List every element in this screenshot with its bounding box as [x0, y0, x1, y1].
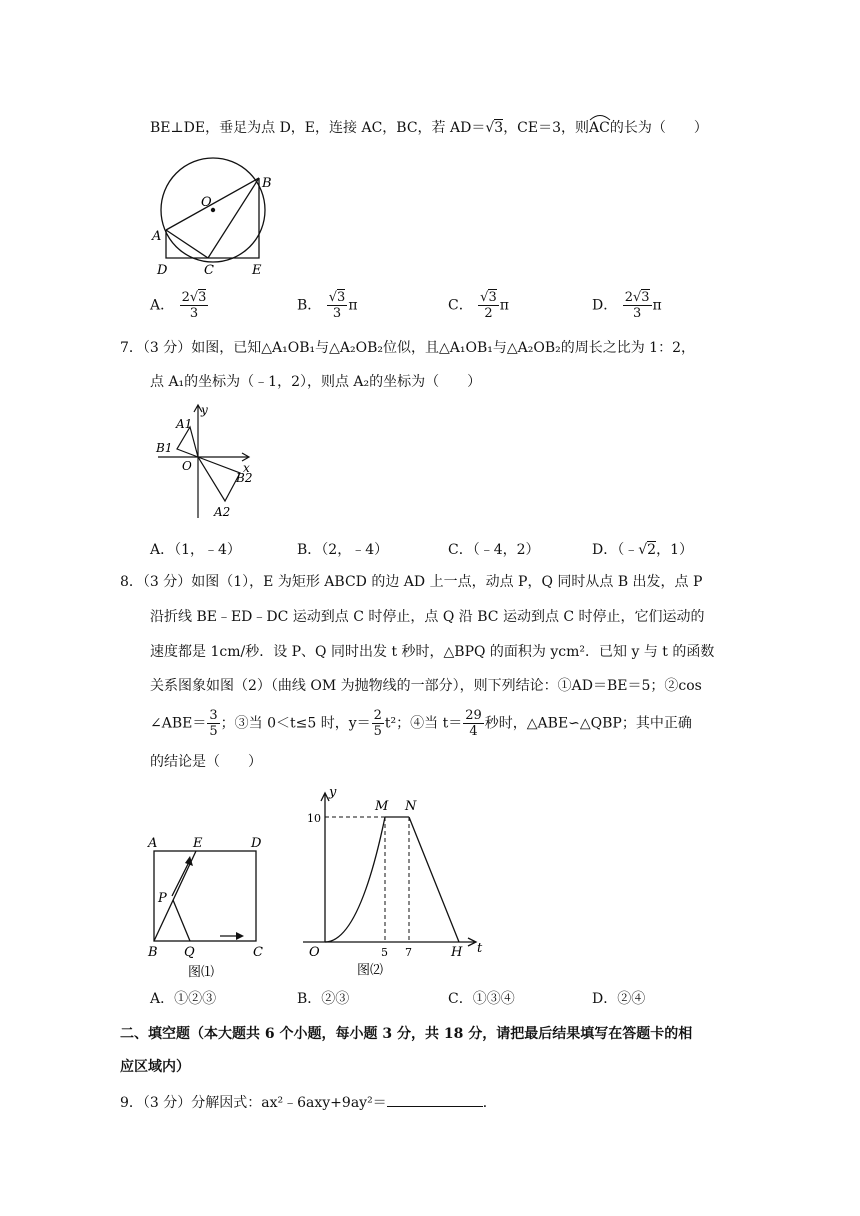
- section-2-heading-line2: 应区域内）: [120, 1059, 190, 1075]
- q8-option-c[interactable]: C．①③④: [448, 991, 515, 1007]
- q7-similar-triangles-figure: [148, 400, 258, 525]
- label-C: C: [204, 263, 214, 278]
- label-t: t: [477, 941, 483, 956]
- q6-stem-part3: 的长为（ ）: [609, 120, 708, 136]
- q6-stem-part2: ，CE＝3，则: [503, 120, 590, 136]
- q6-stem-radicand: 3: [494, 120, 504, 136]
- sqrt-symbol: √: [485, 120, 495, 136]
- arc-mark: [589, 113, 611, 121]
- fraction: $\frac{2√3}{3}$: [181, 290, 207, 321]
- section-2-heading-line1: 二、填空题（本大题共 6 个小题，每小题 3 分，共 18 分，请把最后结果填写在答题卡的相: [120, 1026, 693, 1042]
- fraction: $\frac{2√3}{3}$: [624, 290, 650, 321]
- figure-1-caption: 图⑴: [188, 965, 215, 980]
- q6-option-a[interactable]: A． $\frac{2√3}{3}$: [150, 290, 207, 321]
- q6-option-d[interactable]: D． $\frac{2√3}{3}$ π: [592, 290, 662, 321]
- q8-line6: 的结论是（ ）: [150, 754, 262, 770]
- label-B: B: [148, 945, 158, 960]
- fraction: $\frac{√3}{2}$: [480, 290, 497, 321]
- q7-option-c[interactable]: C．（﹣4，2）: [448, 542, 540, 558]
- tick-7: 7: [405, 946, 412, 959]
- q6-stem-part1: BE⊥DE，垂足为点 D，E，连接 AC，BC，若 AD＝: [150, 120, 486, 136]
- q8-line5: ∠ABE＝ $\frac{3}{5}$ ；③当 0＜t≤5 时，y＝ $\frac{2}{5}$ t²；④当 t＝ $\frac{29}{4}$ 秒时，△ABE∽△QBP；其中正确: [150, 708, 692, 739]
- tick-10: 10: [307, 812, 321, 825]
- label-A: A: [148, 836, 158, 851]
- q7-option-b[interactable]: B．（2，﹣4）: [297, 542, 389, 558]
- q8-option-d[interactable]: D．②④: [592, 991, 646, 1007]
- label-D: D: [157, 263, 168, 278]
- label-O: O: [201, 195, 212, 210]
- q8-line4: 关系图象如图（2）（曲线 OM 为抛物线的一部分），则下列结论：①AD＝BE＝5；②cos: [150, 678, 702, 694]
- q8-option-b[interactable]: B．②③: [297, 991, 350, 1007]
- label-B1: B1: [156, 441, 173, 455]
- q7-line1: 7．（3 分）如图，已知△A₁OB₁与△A₂OB₂位似，且△A₁OB₁与△A₂OB₂的周长之比为 1：2，: [120, 340, 695, 356]
- label-A1: A1: [176, 417, 193, 431]
- label-O: O: [182, 459, 192, 473]
- label-E: E: [252, 263, 262, 278]
- label-B2: B2: [236, 471, 253, 485]
- label-A2: A2: [214, 505, 231, 519]
- q6-circle-figure: [148, 150, 278, 280]
- q7-option-a[interactable]: A．（1，﹣4）: [150, 542, 241, 558]
- label-x: x: [243, 461, 250, 475]
- tick-5: 5: [381, 946, 388, 959]
- label-O: O: [309, 945, 320, 960]
- q8-option-a[interactable]: A．①②③: [150, 991, 217, 1007]
- q9-line: 9．（3 分）分解因式：ax²﹣6axy+9ay²＝ ．: [120, 1092, 497, 1113]
- q6-option-b[interactable]: B． $\frac{√3}{3}$ π: [297, 290, 358, 321]
- label-y: y: [329, 785, 337, 800]
- label-E: E: [193, 836, 203, 851]
- q6-option-c[interactable]: C． $\frac{√3}{2}$ π: [448, 290, 509, 321]
- label-B: B: [262, 176, 272, 191]
- label-P: P: [158, 891, 167, 906]
- label-Q: Q: [184, 945, 195, 960]
- label-D: D: [251, 836, 262, 851]
- label-C: C: [253, 945, 263, 960]
- label-A: A: [152, 229, 162, 244]
- q6-stem: [150, 118, 708, 138]
- q8-rectangle-figure: [140, 830, 275, 980]
- arc-ac-label: AC: [589, 118, 610, 138]
- fraction: $\frac{√3}{3}$: [328, 290, 346, 321]
- figure-2-caption: 图⑵: [357, 963, 384, 978]
- q8-line3: 速度都是 1cm/秒．设 P、Q 同时出发 t 秒时，△BPQ 的面积为 ycm²．已知 y 与 t 的函数: [150, 644, 715, 660]
- q8-line1: 8．（3 分）如图（1），E 为矩形 ABCD 的边 AD 上一点，动点 P，Q 同时从点 B 出发，点 P: [120, 574, 703, 590]
- label-y: y: [201, 403, 208, 417]
- q7-line2: 点 A₁的坐标为（﹣1，2），则点 A₂的坐标为（ ）: [150, 374, 482, 390]
- q8-graph-figure: [295, 784, 495, 980]
- q8-line2: 沿折线 BE﹣ED﹣DC 运动到点 C 时停止，点 Q 沿 BC 运动到点 C 时停止，它们运动的: [150, 609, 705, 625]
- label-H: H: [451, 945, 463, 960]
- label-N: N: [405, 799, 417, 814]
- label-M: M: [375, 799, 389, 814]
- answer-blank[interactable]: [387, 1092, 483, 1107]
- q7-option-d[interactable]: D．（﹣√2，1）: [592, 542, 693, 558]
